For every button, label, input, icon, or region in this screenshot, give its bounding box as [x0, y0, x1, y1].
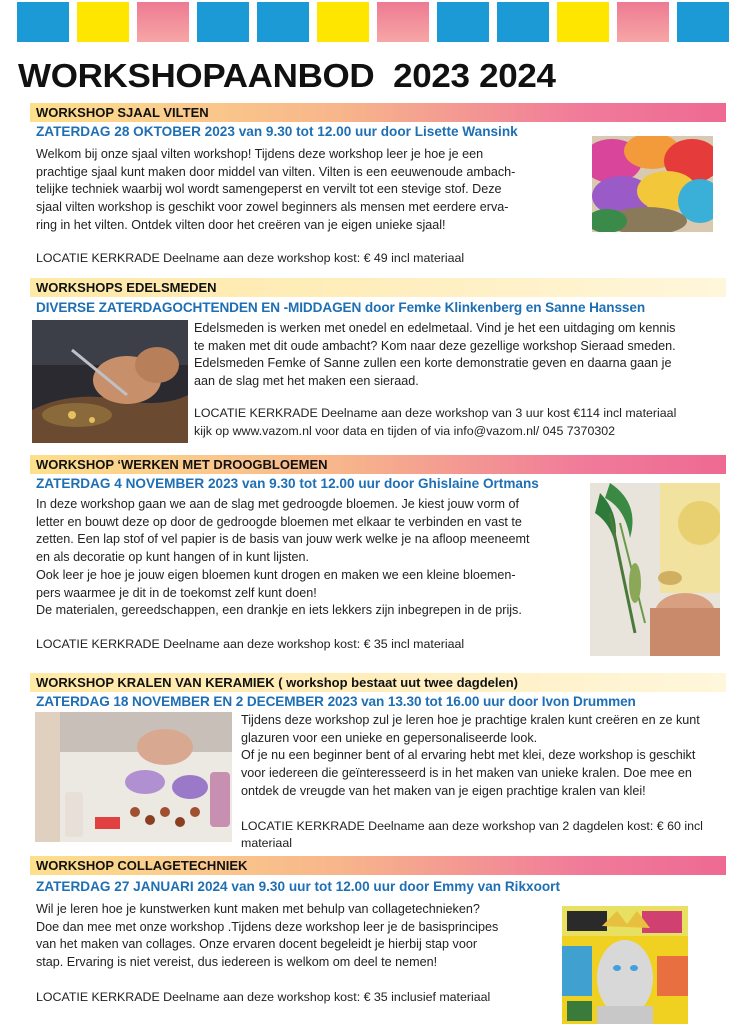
workshop-location: LOCATIE KERKRADE Deelname aan deze workshop van 2 dagdelen kost: € 60 incl — [241, 819, 703, 833]
text-line: ring in het vilten. Ontdek vilten door het creëren van je eigen unieke sjaal! — [36, 217, 446, 232]
text-line: Wil je leren hoe je kunstwerken kunt maken met behulp van collagetechnieken? — [36, 902, 480, 916]
color-square — [497, 2, 549, 42]
workshop-header: WORKSHOP KRALEN VAN KERAMIEK ( workshop bestaat uut twee dagdelen) — [30, 673, 726, 692]
workshop-location: LOCATIE KERKRADE Deelname aan deze workshop van 3 uur kost €114 incl materiaal — [194, 406, 677, 420]
workshop-subtitle: ZATERDAG 27 JANUARI 2024 van 9.30 uur tot 12.00 uur door Emmy van Rikxoort — [36, 879, 561, 894]
text-line: De materialen, gereedschappen, een drankje en iets lekkers zijn inbegrepen in de prijs. — [36, 603, 522, 618]
workshop-location: LOCATIE KERKRADE Deelname aan deze workshop kost: € 35 inclusief materiaal — [36, 990, 491, 1004]
workshop-location: LOCATIE KERKRADE Deelname aan deze workshop kost: € 49 incl materiaal — [36, 251, 465, 265]
text-line: Doe dan mee met onze workshop .Tijdens deze workshop leer je de basisprincipes — [36, 919, 499, 934]
color-square — [377, 2, 429, 42]
workshop-location: LOCATIE KERKRADE Deelname aan deze workshop kost: € 35 incl materiaal — [36, 637, 465, 651]
text-line: te maken met dit oude ambacht? Kom naar deze gezellige workshop Sieraad smeden. — [194, 338, 676, 353]
text-line: aan de slag met het maken een sieraad. — [194, 374, 419, 389]
ceramic-beads-photo — [35, 712, 232, 842]
workshop-description — [36, 496, 591, 620]
workshop-subtitle: ZATERDAG 18 NOVEMBER EN 2 DECEMBER 2023 van 13.30 tot 16.00 uur door Ivon Drummen — [36, 694, 636, 709]
text-line: Edelsmeden is werken met onedel en edelmetaal. Vind je het een uitdaging om kennis — [194, 321, 676, 335]
color-square — [197, 2, 249, 42]
text-line: ontdek de vreugde van het maken van je eigen prachtige kralen van klei! — [241, 783, 646, 798]
text-line: sjaal vilten workshop is geschikt voor zowel beginners als mensen met eerdere erva- — [36, 200, 509, 215]
color-square — [617, 2, 669, 42]
text-line: stap. Ervaring is niet vereist, dus iedereen is welkom om deel te nemen! — [36, 955, 438, 970]
workshop-subtitle: ZATERDAG 28 OKTOBER 2023 van 9.30 tot 12.00 uur door Lisette Wansink — [36, 124, 518, 139]
workshop-header: WORKSHOPS EDELSMEDEN — [30, 278, 726, 297]
dried-flowers-photo — [590, 483, 720, 656]
text-line: van het maken van collages. Onze ervaren docent begeleidt je hierbij stap voor — [36, 937, 478, 952]
workshop-subtitle: DIVERSE ZATERDAGOCHTENDEN EN -MIDDAGEN door Femke Klinkenberg en Sanne Hanssen — [36, 300, 646, 315]
workshop-header: WORKSHOP COLLAGETECHNIEK — [30, 856, 726, 875]
color-square — [557, 2, 609, 42]
text-line: en als decoratie op kunt hangen of in kunt lijsten. — [36, 550, 310, 565]
text-line: voor iedereen die geïnteresseerd is in het maken van unieke kralen. Doe mee en — [241, 766, 692, 781]
collage-art-photo — [562, 906, 688, 1024]
text-line: telijke techniek waarbij wol wordt samengeperst en vervilt tot een stevige stof. Deze — [36, 182, 502, 197]
workshop-description — [194, 320, 714, 391]
workshop-description — [36, 146, 576, 235]
text-line: Ook leer je hoe je jouw eigen bloemen kunt drogen en maken we een kleine bloemen- — [36, 567, 516, 582]
workshop-subtitle: ZATERDAG 4 NOVEMBER 2023 van 9.30 tot 12.00 uur door Ghislaine Ortmans — [36, 476, 539, 491]
workshop-header: WORKSHOP SJAAL VILTEN — [30, 103, 726, 122]
text-line: Edelsmeden Femke of Sanne zullen een korte demonstratie geven en daarna gaan je — [194, 356, 672, 371]
color-squares-bar — [0, 0, 750, 44]
color-square — [77, 2, 129, 42]
text-line: zetten. Een lap stof of vel papier is de basis van jouw werk welke je na afloop meeneemt — [36, 532, 530, 547]
color-square — [317, 2, 369, 42]
text-line: pers waarmee je dit in de toekomst zelf kunt doen! — [36, 585, 317, 600]
text-line: prachtige sjaal kunt maken door middel van vilten. Vilten is een eeuwenoude ambach- — [36, 164, 516, 179]
text-line: In deze workshop gaan we aan de slag met gedroogde bloemen. Je kiest jouw vorm of — [36, 497, 520, 511]
color-square — [17, 2, 69, 42]
workshop-header: WORKSHOP ‘WERKEN MET DROOGBLOEMEN — [30, 455, 726, 474]
text-line: letter en bouwt deze op door de gedroogde bloemen met elkaar te verbinden en vast te — [36, 514, 522, 529]
jeweler-photo — [32, 320, 188, 443]
page-title: WORKSHOPAANBOD 2023 2024 — [18, 57, 556, 94]
workshop-description — [36, 901, 556, 972]
color-square — [677, 2, 729, 42]
workshop-contact: kijk op www.vazom.nl voor data en tijden of via info@vazom.nl/ 045 7370302 — [194, 424, 616, 438]
text-line: Tijdens deze workshop zul je leren hoe je prachtige kralen kunt creëren en ze kunt — [241, 713, 700, 727]
workshop-description — [241, 712, 721, 801]
color-square — [137, 2, 189, 42]
color-square — [257, 2, 309, 42]
workshop-location: materiaal — [241, 836, 292, 850]
color-square — [437, 2, 489, 42]
text-line: Of je nu een beginner bent of al ervaring hebt met klei, deze workshop is geschikt — [241, 748, 696, 763]
text-line: glazuren voor een unieke en gepersonaliseerde look. — [241, 730, 538, 745]
wool-photo — [592, 136, 713, 232]
text-line: Welkom bij onze sjaal vilten workshop! Tijdens deze workshop leer je hoe je een — [36, 147, 484, 161]
